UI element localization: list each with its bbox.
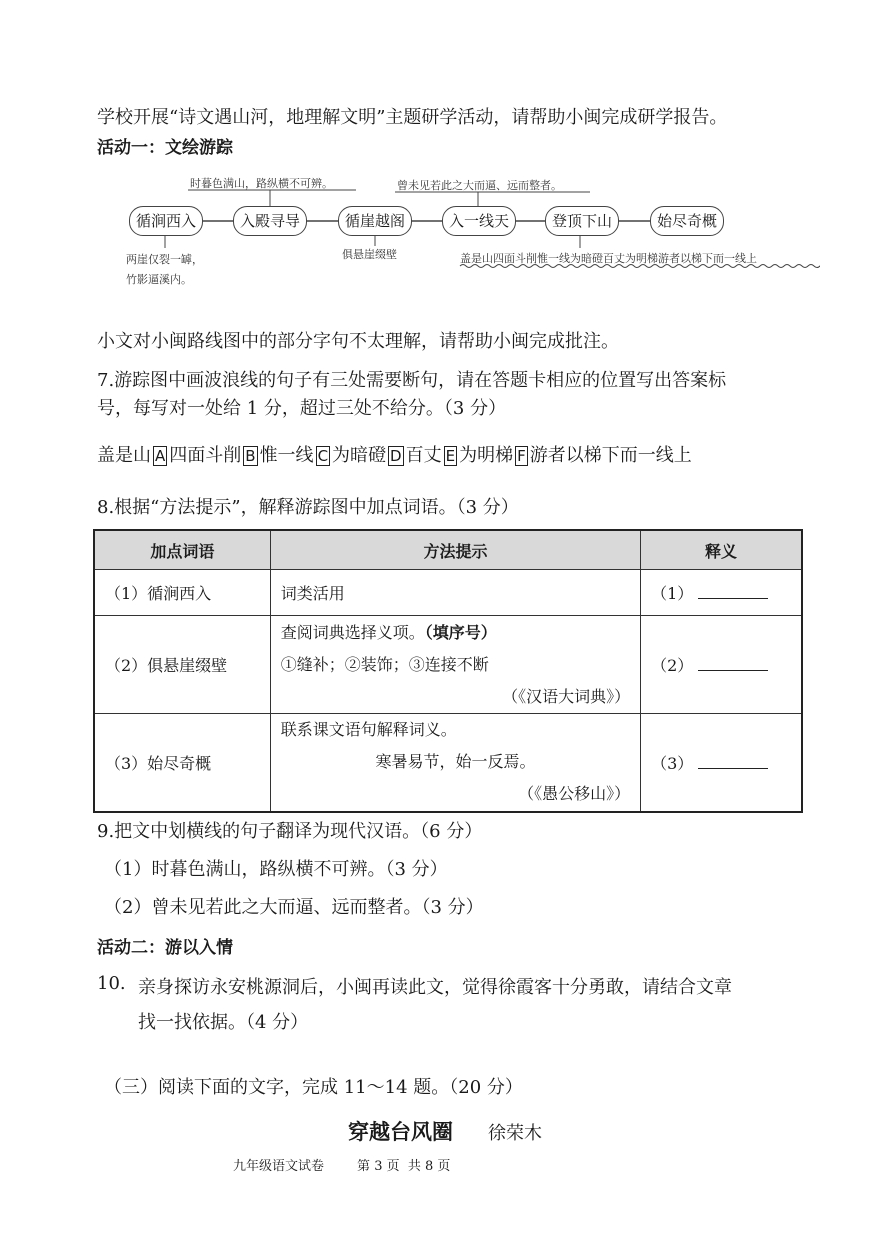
q10-number: 10.	[97, 973, 126, 994]
activity2-title: 活动二：游以入情	[97, 938, 233, 958]
q7-line2: 号，每写对一处给 1 分，超过三处不给分。（3 分）	[97, 398, 507, 419]
q8-table	[93, 529, 803, 813]
activity1-title: 活动一：文绘游踪	[97, 138, 233, 158]
intro-text: 学校开展“诗文遇山河，地理解文明”主题研学活动，请帮助小闽完成研学报告。	[97, 107, 728, 128]
node-6: 始尽奇概	[650, 206, 724, 236]
answer-cell: （2）	[641, 616, 802, 714]
answer-blank[interactable]	[698, 584, 768, 599]
break-box-a: A	[155, 447, 166, 465]
col-header-hint: 方法提示	[270, 530, 640, 570]
hint-cell: 词类活用	[270, 570, 640, 616]
q9-text: 9.把文中划横线的句子翻译为现代汉语。（6 分）	[97, 821, 483, 842]
page-footer: 九年级语文试卷 第 3 页 共 8 页	[233, 1159, 451, 1174]
hint-cell: 查阅词典选择义项。（填序号） ①缝补；②装饰；③连接不断 （《汉语大词典》）	[270, 616, 640, 714]
table-row	[94, 616, 802, 714]
q10-line1: 亲身探访永安桃源洞后，小闽再读此文，觉得徐霞客十分勇敢，请结合文章	[138, 977, 732, 998]
table-row	[94, 570, 802, 616]
node-5: 登顶下山	[545, 206, 619, 236]
q8-text: 8.根据“方法提示”，解释游踪图中加点词语。（3 分）	[97, 497, 519, 518]
section3-heading: （三）阅读下面的文字，完成 11～14 题。（20 分）	[104, 1077, 523, 1098]
q7-sentence: 盖是山 A 四面斗削 B 惟一线 C 为暗磴 D 百丈 E 为明梯 F 游者以梯下而一线上	[97, 445, 692, 466]
note-bottom-right: 盖是山四面斗削惟一线为暗磴百丈为明梯游者以梯下而一线上	[460, 252, 757, 265]
break-box-e: E	[445, 447, 456, 465]
note-bottom-left-2: 竹影逼溪内。	[126, 273, 192, 286]
q7-line1: 7.游踪图中画波浪线的句子有三处需要断句，请在答题卡相应的位置写出答案标	[97, 370, 727, 391]
answer-blank[interactable]	[698, 656, 768, 671]
node-1: 循涧西入	[129, 206, 203, 236]
note-bottom-mid: 俱悬崖缀壁	[342, 248, 397, 261]
word-cell: （1）循涧西入	[94, 570, 270, 616]
note-bottom-left-1: 两崖仅裂一罅，	[126, 253, 203, 266]
answer-cell: （3）	[641, 714, 802, 812]
answer-blank[interactable]	[698, 754, 768, 769]
col-header-meaning: 释义	[641, 530, 802, 570]
note-top-left: 时暮色满山，路纵横不可辨。	[190, 177, 333, 190]
q9-item-1: （1）时暮色满山，路纵横不可辨。（3 分）	[104, 859, 448, 880]
table-row	[94, 714, 802, 812]
article-title: 穿越台风圈	[348, 1120, 453, 1144]
node-2: 入殿寻导	[233, 206, 307, 236]
node-4: 入一线天	[442, 206, 516, 236]
break-box-f: F	[517, 447, 526, 465]
q9-item-2: （2）曾未见若此之大而逼、远而整者。（3 分）	[104, 897, 484, 918]
intro2-text: 小文对小闽路线图中的部分字句不太理解，请帮助小闽完成批注。	[97, 331, 619, 352]
node-3: 循崖越阁	[338, 206, 412, 236]
word-cell: （3）始尽奇概	[94, 714, 270, 812]
note-top-right: 曾未见若此之大而逼、远而整者。	[397, 179, 562, 192]
article-author: 徐荣木	[488, 1123, 542, 1144]
word-cell: （2）俱悬崖缀壁	[94, 616, 270, 714]
break-box-b: B	[245, 447, 256, 465]
break-box-c: C	[317, 447, 329, 465]
col-header-word: 加点词语	[94, 530, 270, 570]
hint-cell: 联系课文语句解释词义。 寒暑易节，始一反焉。 （《愚公移山》）	[270, 714, 640, 812]
q10-line2: 找一找依据。（4 分）	[138, 1012, 309, 1033]
answer-cell: （1）	[641, 570, 802, 616]
break-box-d: D	[390, 447, 402, 465]
